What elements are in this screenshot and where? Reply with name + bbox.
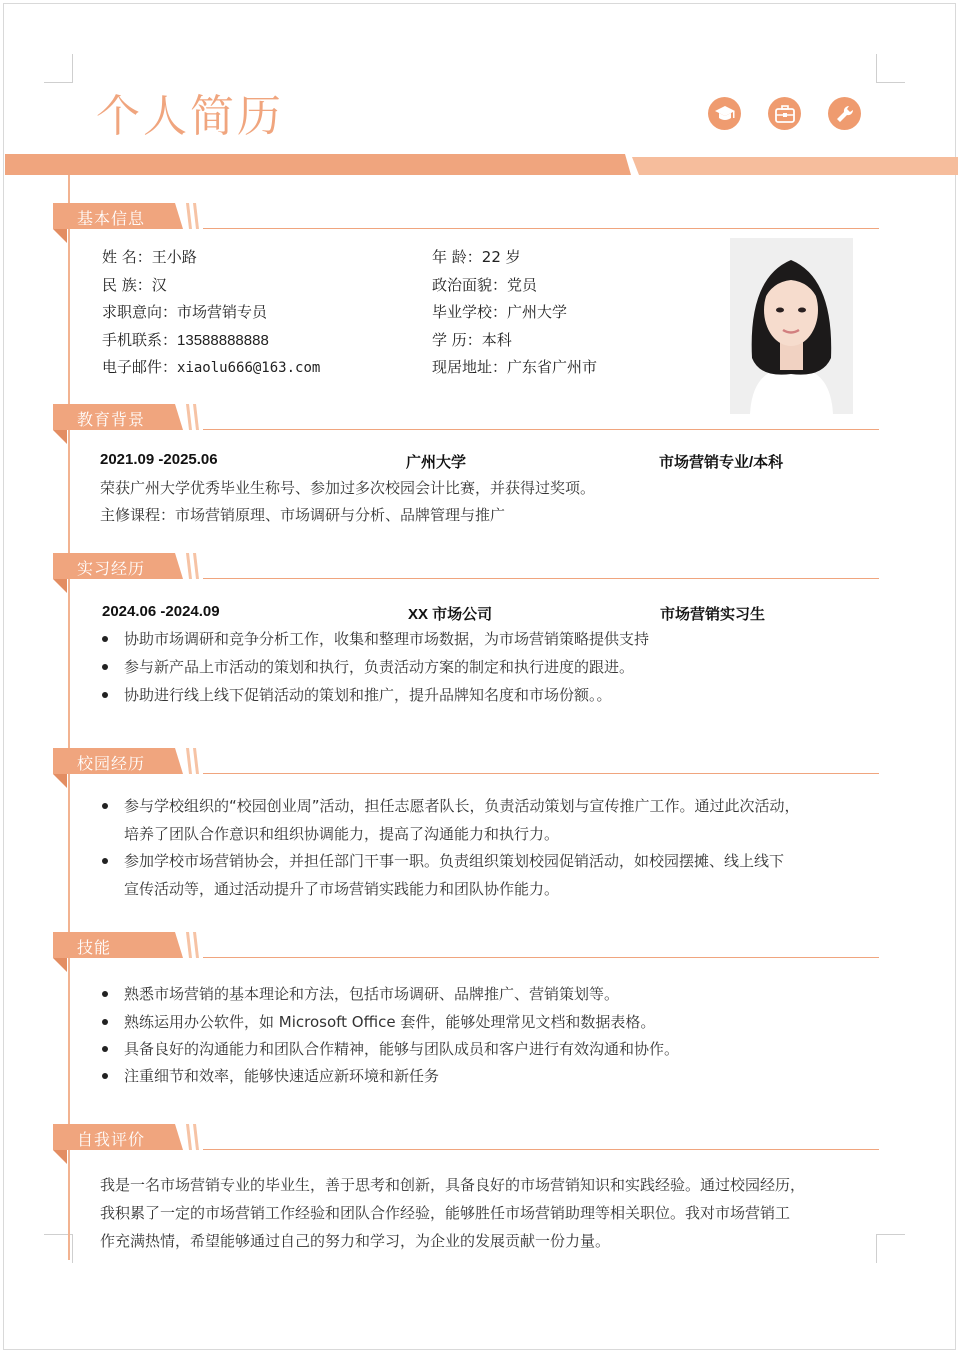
section-internship [53,553,879,579]
tab-stripe [193,748,199,774]
section-heading: 实习经历 [77,559,146,578]
graduation-cap-icon [708,97,741,130]
tab-stripe [193,932,199,958]
info-address [432,356,597,377]
list-item-continuation: 培养了团队合作意识和组织协调能力，提高了沟通能力和执行力。 [124,825,560,843]
section-skills [53,932,879,958]
info-name [102,246,197,267]
self-evaluation-line: 我是一名市场营销专业的毕业生，善于思考和创新，具备良好的市场营销知识和实践经验。通过校园经历， [100,1176,806,1194]
info-value: 党员 [507,276,538,294]
education-period: 2021.09 -2025.06 [100,451,218,468]
list-item: 具备良好的沟通能力和团队合作精神，能够与团队成员和客户进行有效沟通和协作。 [124,1040,680,1058]
info-politics [432,274,537,295]
info-value: 本科 [481,331,512,349]
tab-stripe [193,203,199,229]
list-item: 注重细节和效率，能够快速适应新环境和新任务 [124,1067,440,1085]
section-divider [203,578,879,579]
section-heading: 基本信息 [77,209,146,228]
tab-stripe [193,1124,199,1150]
info-label: 毕业学校： [432,303,508,321]
section-divider [203,228,879,229]
section-basic-info [53,203,879,229]
section-divider [203,1149,879,1150]
info-label: 现居地址： [432,358,508,376]
tab-stripe [193,553,199,579]
list-item-continuation: 宣传活动等，通过活动提升了市场营销实践能力和团队协作能力。 [124,880,560,898]
info-label: 政治面貌： [432,276,508,294]
list-item: 协助进行线上线下促销活动的策划和推广，提升品牌知名度和市场份额。。 [124,686,612,704]
tab-stripe [186,404,192,430]
tab-fold [53,229,67,243]
section-self-evaluation [53,1124,879,1150]
info-label: 学 历： [432,331,482,349]
list-item: 熟悉市场营销的基本理论和方法，包括市场调研、品牌推广、营销策划等。 [124,985,620,1003]
education-honor: 荣获广州大学优秀毕业生称号、参加过多次校园会计比赛，并获得过奖项。 [100,479,596,497]
tab-fold [53,774,67,788]
info-label: 电子邮件： [102,358,178,376]
header-band-accent [632,157,958,175]
crop-mark [876,54,905,83]
info-label: 手机联系： [102,331,178,349]
section-heading: 技能 [77,938,112,957]
info-value: xiaolu666@163.com [177,360,321,376]
tab-stripe [186,553,192,579]
list-item: 参与新产品上市活动的策划和执行，负责活动方案的制定和执行进度的跟进。 [124,658,635,676]
internship-role: 市场营销实习生 [660,606,766,623]
section-divider [203,773,879,774]
tab-stripe [186,1124,192,1150]
internship-period: 2024.06 -2024.09 [102,603,220,620]
education-courses: 主修课程：市场营销原理、市场调研与分析、品牌管理与推广 [100,506,506,524]
info-ethnicity [102,274,167,295]
info-email [102,356,320,377]
section-tab [53,932,183,958]
tab-stripe [193,404,199,430]
info-value: 广州大学 [507,303,568,321]
section-heading: 自我评价 [77,1130,146,1149]
section-education [53,404,879,430]
tab-stripe [186,203,192,229]
self-evaluation-line: 我积累了一定的市场营销工作经验和团队合作经验，能够胜任市场营销助理等相关职位。我对市场营销工 [100,1204,791,1222]
section-heading: 校园经历 [77,754,146,773]
list-item: 协助市场调研和竞争分析工作，收集和整理市场数据，为市场营销策略提供支持 [124,630,650,648]
info-value: 市场营销专员 [177,303,268,321]
crop-mark [876,1234,905,1263]
info-school [432,301,567,322]
info-value: 13588888888 [177,332,269,349]
list-item: 熟练运用办公软件，如 Microsoft Office 套件，能够处理常见文档和数据表格。 [124,1013,656,1031]
education-school: 广州大学 [406,454,467,471]
tab-fold [53,958,67,972]
tab-fold [53,579,67,593]
info-label: 求职意向： [102,303,178,321]
tab-fold [53,430,67,444]
self-evaluation-line: 作充满热情，希望能够通过自己的努力和学习，为企业的发展贡献一份力量。 [100,1232,611,1250]
header-band [5,154,631,175]
tab-fold [53,1150,67,1164]
section-campus [53,748,879,774]
timeline-bar [68,175,70,1260]
section-divider [203,957,879,958]
header-icons [708,97,861,130]
info-label: 民 族： [102,276,152,294]
tab-stripe [186,748,192,774]
profile-photo [730,238,853,414]
info-phone [102,329,269,350]
list-item: 参与学校组织的“校园创业周”活动，担任志愿者队长，负责活动策划与宣传推广工作。通过此次活动， [124,797,800,815]
tab-stripe [186,932,192,958]
info-label: 年 龄： [432,248,482,266]
briefcase-icon [768,97,801,130]
list-item: 参加学校市场营销协会，并担任部门干事一职。负责组织策划校园促销活动，如校园摆摊、线上线下 [124,852,785,870]
section-heading: 教育背景 [77,410,146,429]
info-value: 汉 [151,276,167,294]
section-divider [203,429,879,430]
info-value: 22 岁 [481,248,521,266]
info-degree [432,329,512,350]
resume-title: 个人简历 [96,91,284,142]
info-job-intention [102,301,267,322]
info-age [432,246,521,267]
info-value: 王小路 [151,248,197,266]
crop-mark [44,54,73,83]
info-value: 广东省广州市 [507,358,598,376]
wrench-icon [828,97,861,130]
internship-company: XX 市场公司 [408,606,493,623]
info-label: 姓 名： [102,248,152,266]
education-major: 市场营销专业/本科 [659,454,784,471]
